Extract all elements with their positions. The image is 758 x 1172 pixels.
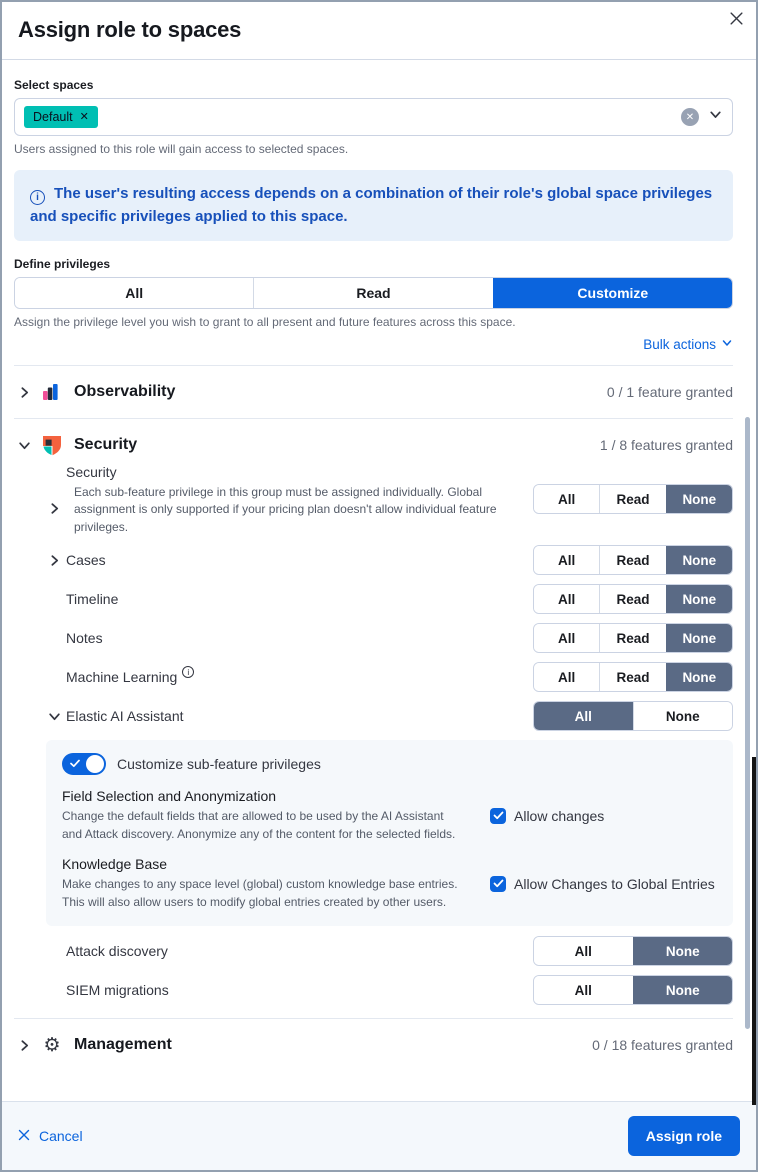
granted-count: 0 / 1 feature granted <box>606 384 733 400</box>
close-icon <box>729 11 744 29</box>
toggle-knob <box>86 755 104 773</box>
none-button[interactable]: None <box>666 585 732 613</box>
chevron-down-icon[interactable] <box>14 435 34 455</box>
checkbox-checked-icon[interactable] <box>490 876 506 892</box>
chevron-right-icon[interactable] <box>44 498 64 518</box>
allow-changes-checkbox-row[interactable] <box>490 808 604 824</box>
clear-icon: ✕ <box>685 111 695 123</box>
modal-header <box>2 2 756 60</box>
feature-row-notes <box>14 623 733 653</box>
none-button[interactable]: None <box>666 663 732 691</box>
checkbox-label: Allow Changes to Global Entries <box>514 875 715 892</box>
privilege-customize-button[interactable]: Customize <box>493 278 732 308</box>
privilege-all-button[interactable]: All <box>15 278 253 308</box>
callout-text: The user's resulting access depends on a combination of their role's global space privileges and specific privileges applied to this space. <box>30 185 713 225</box>
feature-label: SIEM migrations <box>66 982 169 999</box>
subfeature-field-selection <box>62 788 717 843</box>
close-modal-button[interactable] <box>723 7 749 33</box>
modal-footer <box>2 1101 756 1170</box>
attack-discovery-privilege-group <box>533 936 733 966</box>
subfeature-description: Change the default fields that are allowed to be used by the AI Assistant and Attack discovery. Anonymize any of the content for the selected fields. <box>62 809 456 842</box>
privileges-help-text: Assign the privilege level you wish to grant to all present and future features across this space. <box>14 315 516 329</box>
notes-privilege-group <box>533 623 733 653</box>
category-row-management[interactable] <box>14 1019 733 1071</box>
remove-badge-icon[interactable]: ✕ <box>79 110 89 123</box>
security-group-privilege-group <box>533 484 733 514</box>
granted-count: 1 / 8 features granted <box>599 437 733 453</box>
assign-role-button[interactable]: Assign role <box>628 1116 740 1156</box>
all-button[interactable]: All <box>534 702 633 730</box>
scrollbar-thumb-window[interactable] <box>752 757 756 1105</box>
cases-privilege-group <box>533 545 733 575</box>
read-button[interactable]: Read <box>599 546 665 574</box>
checkbox-checked-icon[interactable] <box>490 808 506 824</box>
bulk-actions-label: Bulk actions <box>643 337 716 352</box>
category-row-security[interactable] <box>14 419 733 464</box>
subfeature-knowledge-base <box>62 856 717 911</box>
none-button[interactable]: None <box>666 624 732 652</box>
toggle-label: Customize sub-feature privileges <box>117 756 321 773</box>
bulk-actions-link[interactable] <box>643 337 733 352</box>
all-button[interactable]: All <box>534 937 633 965</box>
bulk-actions-row <box>14 337 733 352</box>
chevron-down-icon[interactable] <box>44 706 64 726</box>
read-button[interactable]: Read <box>599 485 665 513</box>
read-button[interactable]: Read <box>599 624 665 652</box>
none-button[interactable]: None <box>666 485 732 513</box>
selected-spaces <box>24 106 681 128</box>
observability-logo-icon <box>41 381 63 403</box>
siem-migrations-privilege-group <box>533 975 733 1005</box>
close-icon <box>18 1128 30 1144</box>
assign-role-modal <box>2 2 756 1170</box>
spaces-combobox[interactable] <box>14 98 733 136</box>
timeline-privilege-group <box>533 584 733 614</box>
spaces-help-text: Users assigned to this role will gain access to selected spaces. <box>14 142 349 156</box>
granted-count: 0 / 18 features granted <box>592 1037 733 1054</box>
scrollbar-thumb-inner[interactable] <box>745 417 750 1029</box>
all-button[interactable]: All <box>534 585 599 613</box>
privilege-level-button-group <box>14 277 733 309</box>
feature-label: Cases <box>66 552 106 569</box>
chevron-right-icon[interactable] <box>14 1035 34 1055</box>
chevron-down-icon[interactable] <box>708 107 723 127</box>
all-button[interactable]: All <box>534 485 599 513</box>
subfeature-title: Knowledge Base <box>62 856 168 873</box>
info-icon: i <box>30 190 45 205</box>
space-badge-label: Default <box>33 110 73 124</box>
feature-row-elastic-ai-assistant <box>14 701 733 731</box>
feature-row-siem-migrations <box>14 975 733 1005</box>
feature-label: Machine Learning <box>66 669 178 686</box>
category-label: Management <box>74 1036 172 1054</box>
all-button[interactable]: All <box>534 976 633 1004</box>
modal-body <box>2 60 756 1101</box>
none-button[interactable]: None <box>633 976 733 1004</box>
read-button[interactable]: Read <box>599 585 665 613</box>
feature-row-machine-learning <box>14 662 733 692</box>
category-label: Observability <box>74 383 176 400</box>
feature-label: Timeline <box>66 591 119 608</box>
page-title: Assign role to spaces <box>18 17 242 42</box>
chevron-right-icon[interactable] <box>44 550 64 570</box>
checkbox-label: Allow changes <box>514 807 605 824</box>
feature-label: Notes <box>66 630 103 647</box>
security-group-description: Each sub-feature privilege in this group must be assigned individually. Global assignment is only supported if your pricing plan doesn't allow individual feature privileges. <box>74 485 497 534</box>
info-icon[interactable]: i <box>182 666 194 678</box>
define-privileges-label: Define privileges <box>14 257 111 271</box>
feature-row-timeline <box>14 584 733 614</box>
read-button[interactable]: Read <box>599 663 665 691</box>
info-callout <box>14 170 733 241</box>
all-button[interactable]: All <box>534 663 599 691</box>
none-button[interactable]: None <box>633 937 733 965</box>
combobox-controls <box>681 107 723 127</box>
feature-label: Elastic AI Assistant <box>66 708 184 725</box>
ai-assistant-privilege-group <box>533 701 733 731</box>
feature-row-cases <box>14 545 733 575</box>
space-badge-default[interactable] <box>24 106 98 128</box>
none-button[interactable]: None <box>633 702 733 730</box>
security-group-row <box>14 484 733 536</box>
none-button[interactable]: None <box>666 546 732 574</box>
category-label: Security <box>74 436 138 453</box>
subfeature-description: Make changes to any space level (global) custom knowledge base entries. This will also allow users to modify global entries created by other users. <box>62 877 458 910</box>
cancel-label: Cancel <box>39 1128 83 1144</box>
feature-row-attack-discovery <box>14 936 733 966</box>
category-row-observability[interactable] <box>14 366 733 418</box>
subfeature-title: Field Selection and Anonymization <box>62 788 277 805</box>
chevron-down-icon <box>721 337 733 352</box>
ai-assistant-subfeature-panel <box>46 740 733 926</box>
customize-subfeature-toggle-row <box>62 753 717 775</box>
all-button[interactable]: All <box>534 624 599 652</box>
privilege-read-button[interactable]: Read <box>253 278 492 308</box>
cancel-button[interactable] <box>18 1128 83 1144</box>
allow-global-entries-checkbox-row[interactable] <box>490 876 715 892</box>
machine-learning-privilege-group <box>533 662 733 692</box>
chevron-right-icon[interactable] <box>14 382 34 402</box>
security-subfeature-title: Security <box>66 464 117 480</box>
clear-selection-button[interactable] <box>681 108 699 126</box>
all-button[interactable]: All <box>534 546 599 574</box>
feature-label: Attack discovery <box>66 943 168 960</box>
customize-subfeature-toggle[interactable] <box>62 753 106 775</box>
security-logo-icon <box>41 434 63 456</box>
gear-icon: ⚙ <box>43 1033 61 1056</box>
select-spaces-label: Select spaces <box>14 78 94 92</box>
